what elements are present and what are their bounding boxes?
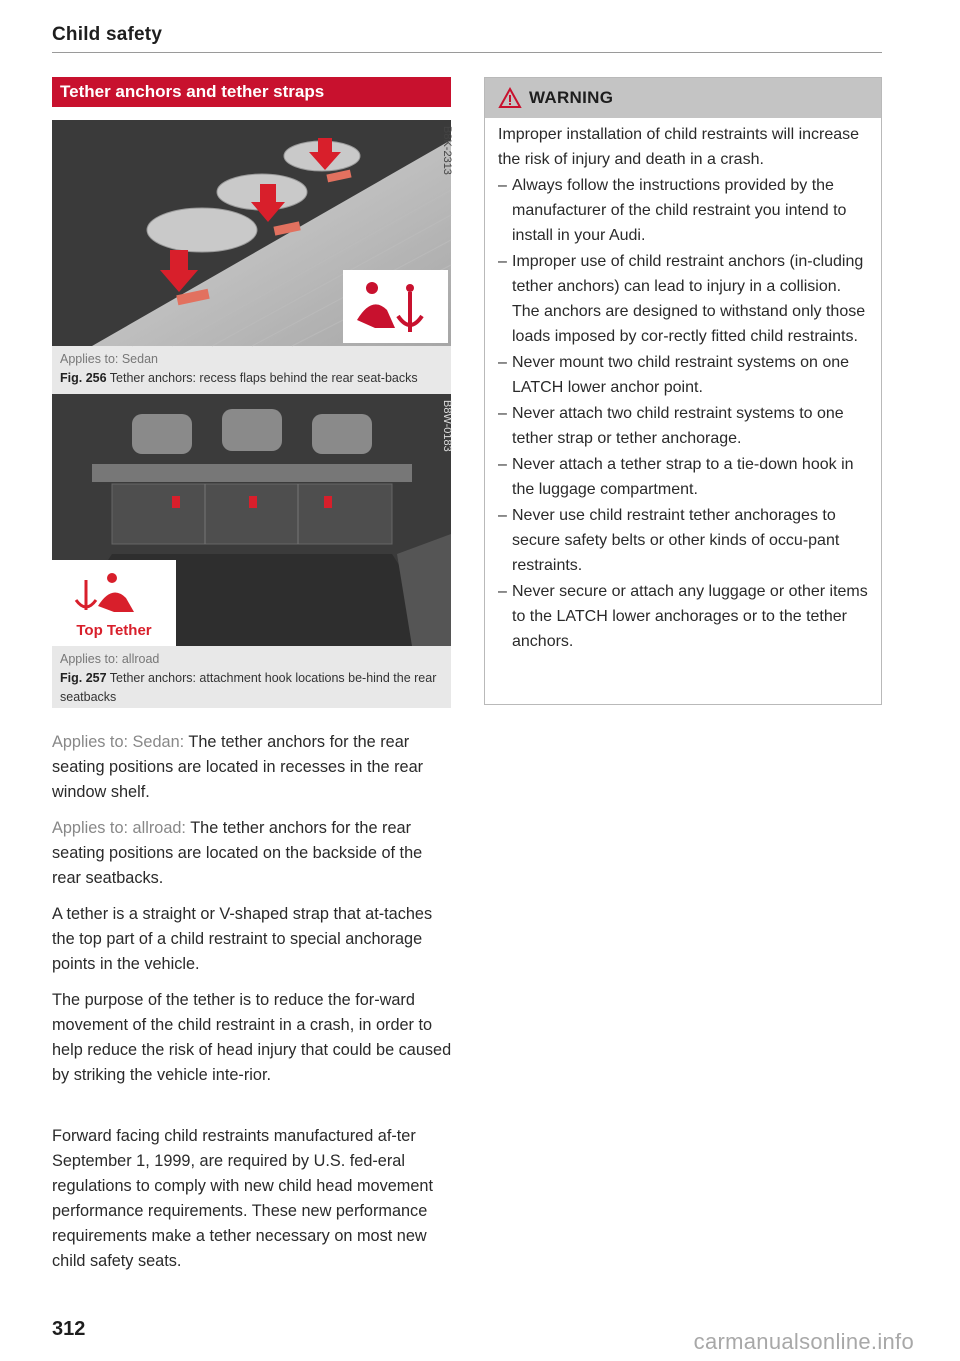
warning-item: – Improper use of child restraint anchors (in-cluding tether anchors) can lead to injury in a collision. The anchors are designed to withstand only those loads imposed by cor-rectly fitted child restraints. bbox=[498, 249, 869, 349]
paragraph-sedan bbox=[52, 730, 452, 805]
sedan-tether-illustration bbox=[52, 120, 451, 346]
paragraph-regulations: Forward facing child restraints manufactured af-ter September 1, 1999, are required by U.S. fed-eral regulations to comply with new child head movement performance requirements. These new performance requirements make a tether necessary on most new child safety seats. bbox=[52, 1127, 433, 1270]
paragraph-text: The tether anchors for the rear seating positions are located on the backside of the rear seatbacks. bbox=[52, 819, 423, 887]
figure-number: Fig. 256 bbox=[60, 371, 107, 385]
figure-code: B8K-2313 bbox=[441, 126, 453, 175]
warning-triangle-icon bbox=[499, 88, 521, 108]
warning-title: WARNING bbox=[529, 88, 614, 107]
figure-257 bbox=[52, 394, 451, 708]
figure-caption bbox=[52, 346, 451, 394]
warning-header bbox=[485, 78, 881, 118]
section-title: Tether anchors and tether straps bbox=[52, 77, 451, 107]
warning-item: – Never use child restraint tether anchorages to secure safety belts or other kinds of occu-pant restraints. bbox=[498, 503, 869, 578]
figure-caption bbox=[52, 646, 451, 713]
warning-item: – Never mount two child restraint systems on one LATCH lower anchor point. bbox=[498, 350, 869, 400]
figure-caption-text: Tether anchors: recess flaps behind the rear seat-backs bbox=[109, 371, 418, 385]
applies-allroad: Applies to: allroad: bbox=[52, 819, 186, 837]
figure-applies: Applies to: allroad bbox=[60, 652, 160, 666]
paragraph-text: The tether anchors for the rear seating positions are located in recesses in the rear window shelf. bbox=[52, 733, 424, 801]
figure-256 bbox=[52, 120, 451, 408]
warning-item: – Never attach two child restraint systems to one tether strap or tether anchorage. bbox=[498, 401, 869, 451]
figure-applies: Applies to: Sedan bbox=[60, 352, 158, 366]
paragraph-tether-definition: A tether is a straight or V-shaped strap that at-taches the top part of a child restraint to special anchorage points in the vehicle. bbox=[52, 905, 433, 973]
paragraph-tether-purpose: The purpose of the tether is to reduce the for-ward movement of the child restraint in a crash, in order to help reduce the risk of head injury that could be caused by striking the vehicle inte-rior. bbox=[52, 991, 452, 1084]
page-header bbox=[52, 24, 882, 53]
warning-box bbox=[484, 77, 882, 705]
chapter-title: Child safety bbox=[52, 24, 163, 45]
top-tether-label: Top Tether bbox=[76, 622, 152, 639]
warning-body bbox=[485, 118, 881, 654]
site-watermark: carmanualsonline.info bbox=[693, 1329, 914, 1354]
warning-list bbox=[498, 173, 869, 654]
warning-item: – Never attach a tether strap to a tie-down hook in the luggage compartment. bbox=[498, 452, 869, 502]
allroad-tether-illustration bbox=[52, 394, 451, 646]
paragraph-allroad bbox=[52, 816, 452, 891]
figure-number: Fig. 257 bbox=[60, 671, 107, 685]
warning-item: – Never secure or attach any luggage or other items to the LATCH lower anchorages or to the tether anchors. bbox=[498, 579, 869, 654]
warning-intro: Improper installation of child restraints will increase the risk of injury and death in a crash. bbox=[498, 126, 860, 168]
applies-sedan: Applies to: Sedan: bbox=[52, 733, 185, 751]
page-number: 312 bbox=[52, 1318, 86, 1340]
figure-caption-text: Tether anchors: attachment hook locations be-hind the rear seatbacks bbox=[60, 671, 437, 704]
warning-item: – Always follow the instructions provided by the manufacturer of the child restraint you intend to install in your Audi. bbox=[498, 173, 869, 248]
figure-code: B8W-0183 bbox=[441, 400, 453, 452]
